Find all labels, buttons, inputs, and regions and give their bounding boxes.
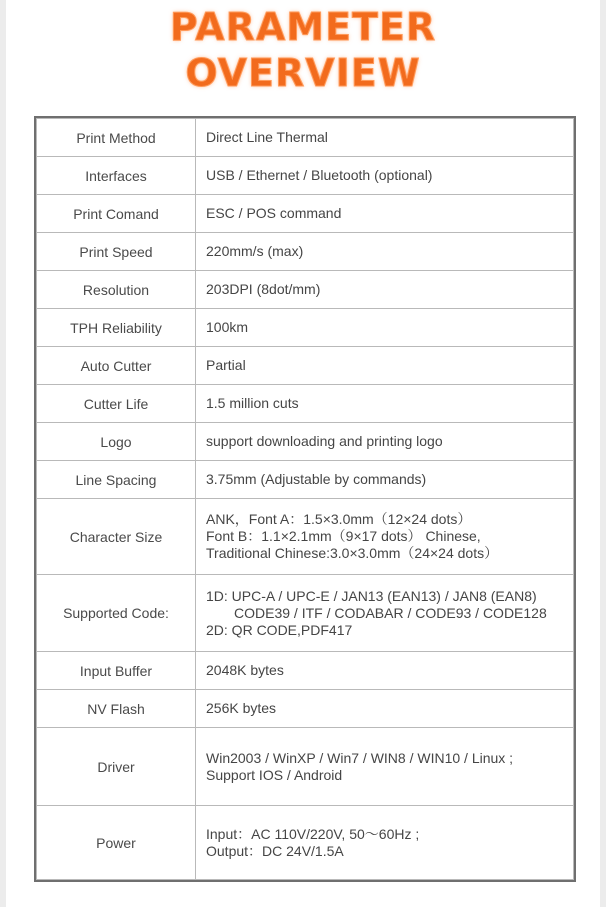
row-value: 1D: UPC-A / UPC-E / JAN13 (EAN13) / JAN8 (EAN8) CODE39 / ITF / CODABAR / CODE93 / CODE128 2D: QR CODE,PDF417 xyxy=(196,575,574,652)
row-value: Input：AC 110V/220V, 50～60Hz ; Output：DC 24V/1.5A xyxy=(196,806,574,880)
table-row-logo xyxy=(37,423,574,461)
table-row-auto-cutter xyxy=(37,347,574,385)
row-label: Print Method xyxy=(37,119,196,157)
row-label: Power xyxy=(37,806,196,880)
page-title-line-1: PARAMETER xyxy=(169,5,437,49)
row-label: TPH Reliability xyxy=(37,309,196,347)
row-label: Print Comand xyxy=(37,195,196,233)
row-value: support downloading and printing logo xyxy=(196,423,574,461)
row-label: Line Spacing xyxy=(37,461,196,499)
table-row-cutter-life xyxy=(37,385,574,423)
row-value: ESC / POS command xyxy=(196,195,574,233)
row-value: 203DPI (8dot/mm) xyxy=(196,271,574,309)
row-value: Partial xyxy=(196,347,574,385)
table-row-interfaces xyxy=(37,157,574,195)
row-value: 1.5 million cuts xyxy=(196,385,574,423)
table-row-print-speed xyxy=(37,233,574,271)
row-label: Interfaces xyxy=(37,157,196,195)
row-label: Logo xyxy=(37,423,196,461)
parameter-table xyxy=(34,116,576,882)
row-value: 256K bytes xyxy=(196,690,574,728)
row-value: ANK，Font A：1.5×3.0mm（12×24 dots） Font B：1.1×2.1mm（9×17 dots） Chinese, Traditional Chinese:3.0×3.0mm（24×24 dots） xyxy=(196,499,574,575)
page-edge-right xyxy=(600,0,606,907)
table-row-tph-reliability xyxy=(37,309,574,347)
row-label: Supported Code: xyxy=(37,575,196,652)
table-row-character-size xyxy=(37,499,574,575)
row-label: Print Speed xyxy=(37,233,196,271)
page-header xyxy=(0,4,606,96)
row-label: Character Size xyxy=(37,499,196,575)
page-title-line-2: OVERVIEW xyxy=(185,51,421,95)
row-label: Input Buffer xyxy=(37,652,196,690)
row-value: Direct Line Thermal xyxy=(196,119,574,157)
row-label: Driver xyxy=(37,728,196,806)
row-label: Auto Cutter xyxy=(37,347,196,385)
row-label: NV Flash xyxy=(37,690,196,728)
table-row-supported-code xyxy=(37,575,574,652)
page-edge-left xyxy=(0,0,6,907)
row-value: USB / Ethernet / Bluetooth (optional) xyxy=(196,157,574,195)
table-row-print-comand xyxy=(37,195,574,233)
row-value: 100km xyxy=(196,309,574,347)
row-value: 220mm/s (max) xyxy=(196,233,574,271)
table-row-input-buffer xyxy=(37,652,574,690)
table-row-print-method xyxy=(37,119,574,157)
row-label: Resolution xyxy=(37,271,196,309)
table-row-line-spacing xyxy=(37,461,574,499)
row-value: 3.75mm (Adjustable by commands) xyxy=(196,461,574,499)
table-row-power xyxy=(37,806,574,880)
row-label: Cutter Life xyxy=(37,385,196,423)
table-row-resolution xyxy=(37,271,574,309)
row-value: Win2003 / WinXP / Win7 / WIN8 / WIN10 / Linux ; Support IOS / Android xyxy=(196,728,574,806)
table-row-driver xyxy=(37,728,574,806)
table-row-nv-flash xyxy=(37,690,574,728)
row-value: 2048K bytes xyxy=(196,652,574,690)
